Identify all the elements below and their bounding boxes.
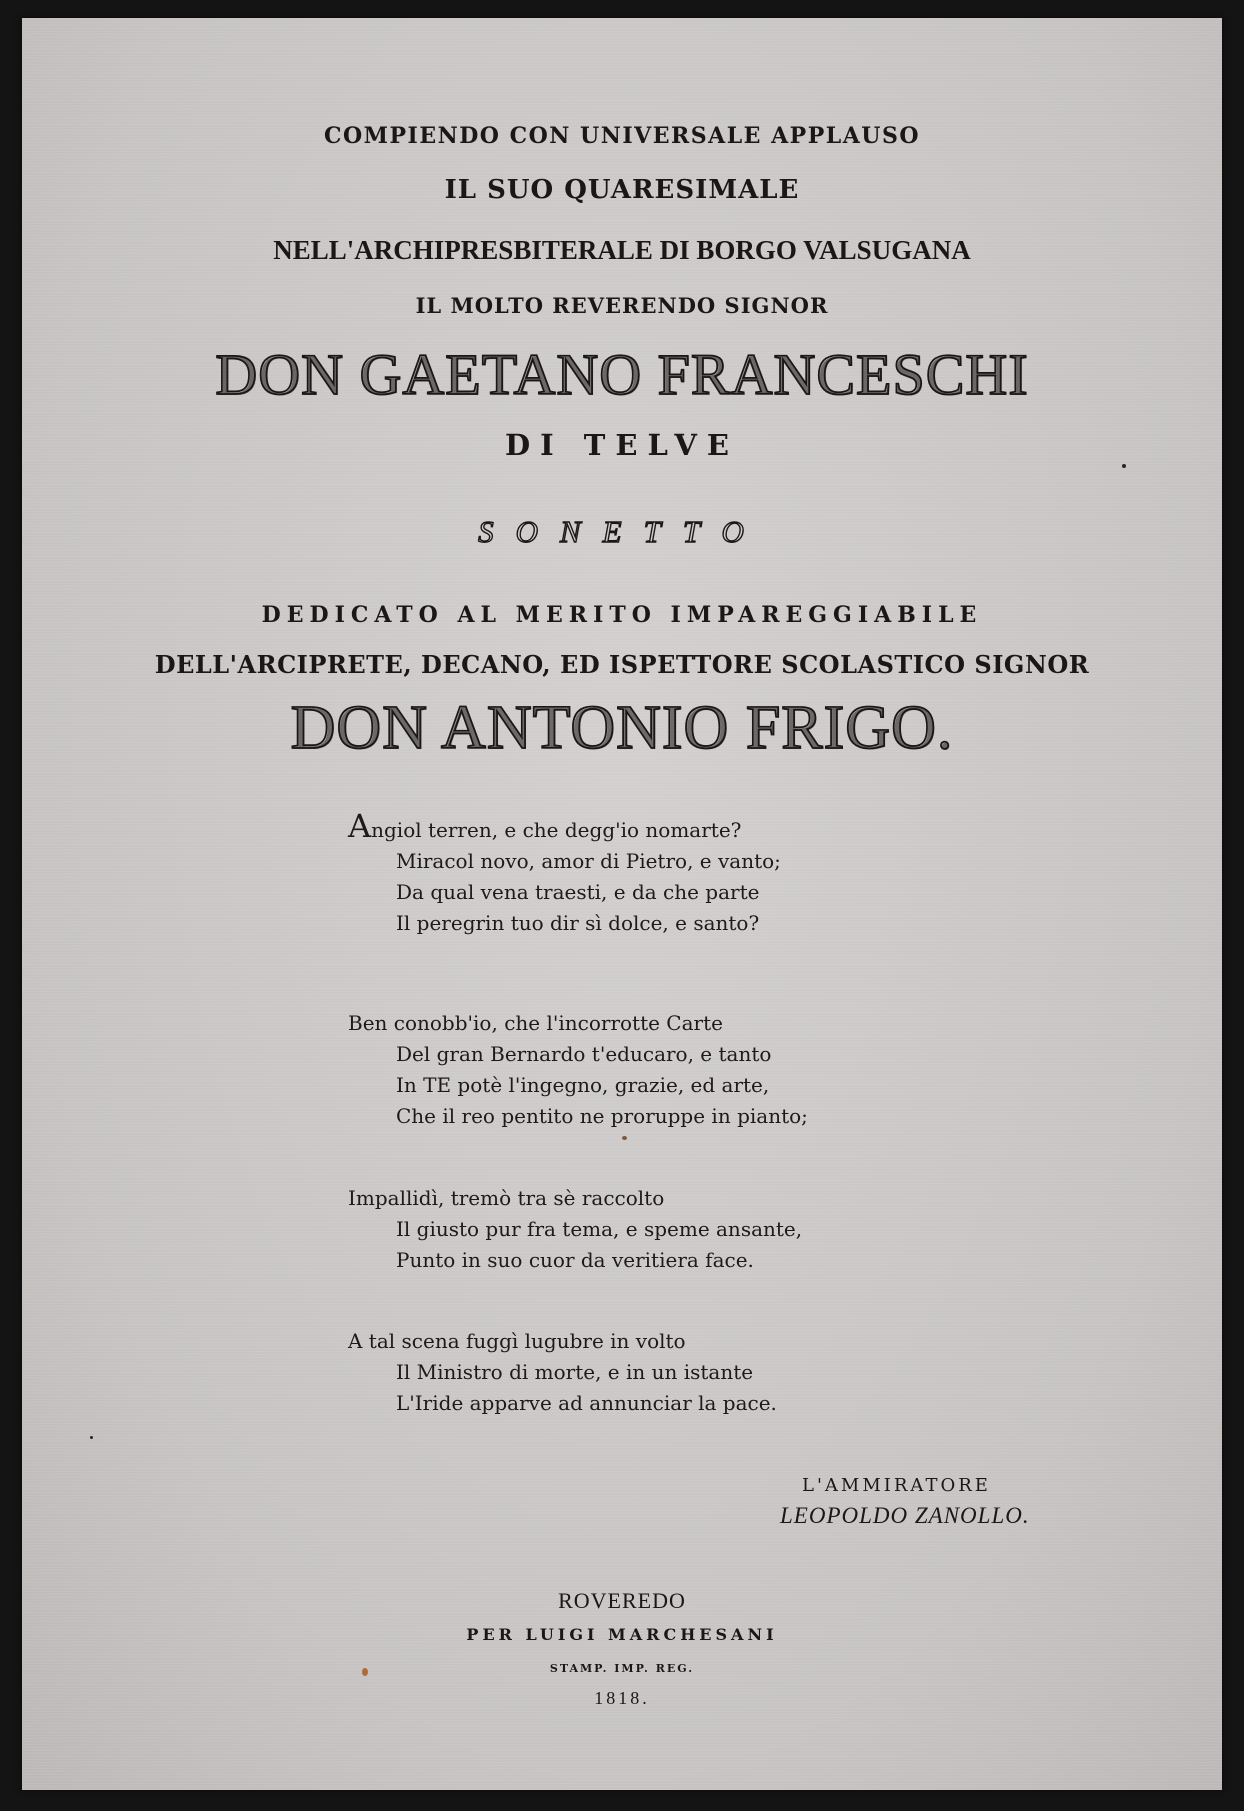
poem-line: In TE potè l'ingegno, grazie, ed arte,	[396, 1073, 770, 1097]
paper-speck	[1122, 464, 1126, 468]
poem-line: Miracol novo, amor di Pietro, e vanto;	[396, 849, 781, 873]
drop-initial: A	[348, 807, 372, 845]
poem-line	[348, 807, 781, 846]
stanza-2	[348, 1008, 808, 1132]
dedication-line-1: DEDICATO AL MERITO IMPAREGGIABILE	[261, 602, 983, 628]
header-line-2: IL SUO QUARESIMALE	[444, 175, 800, 205]
imprint-title: STAMP. IMP. REG.	[549, 1662, 695, 1675]
poem-line: Impallidì, tremò tra sè raccolto	[348, 1186, 665, 1210]
imprint-printer: PER LUIGI MARCHESANI	[466, 1625, 778, 1644]
poem-line: Ben conobb'io, che l'incorrotte Carte	[348, 1011, 723, 1035]
poem-line: Del gran Bernardo t'educaro, e tanto	[396, 1042, 772, 1066]
stanza-3	[348, 1183, 802, 1276]
paper-speck	[90, 1436, 93, 1439]
broadside-sheet	[22, 18, 1222, 1790]
paper-speck	[362, 1668, 368, 1676]
header-line-1: COMPIENDO CON UNIVERSALE APPLAUSO	[323, 123, 921, 149]
poem-line: A tal scena fuggì lugubre in volto	[348, 1329, 686, 1353]
signature-name: LEOPOLDO ZANOLLO.	[780, 1503, 1030, 1528]
dedication-line-2: DELL'ARCIPRETE, DECANO, ED ISPETTORE SCOLASTICO SIGNOR	[154, 650, 1090, 679]
poem-line: Il giusto pur fra tema, e speme ansante,	[396, 1217, 803, 1241]
poem-line: L'Iride apparve ad annunciar la pace.	[396, 1391, 777, 1415]
poem-line: Da qual vena traesti, e da che parte	[396, 880, 760, 904]
imprint-year: 1818.	[594, 1688, 650, 1708]
poem-line-text: ngiol terren, e che degg'io nomarte?	[371, 818, 742, 842]
paper-speck	[622, 1136, 627, 1140]
dedicatee-name: DON ANTONIO FRIGO.	[290, 694, 954, 762]
header-line-4: IL MOLTO REVERENDO SIGNOR	[415, 293, 829, 318]
poem-line: Punto in suo cuor da veritiera face.	[396, 1248, 754, 1272]
genre-title: SONETTO	[478, 514, 766, 549]
honoree-origin: DI TELVE	[504, 428, 740, 462]
poem-line: Il Ministro di morte, e in un istante	[396, 1360, 754, 1384]
stanza-4	[348, 1326, 777, 1419]
poem-line: Il peregrin tuo dir sì dolce, e santo?	[396, 911, 760, 935]
header-line-3: NELL'ARCHIPRESBITERALE DI BORGO VALSUGANA	[273, 235, 971, 265]
honoree-name: DON GAETANO FRANCESCHI	[215, 342, 1029, 407]
poem-line: Che il reo pentito ne proruppe in pianto;	[396, 1104, 808, 1128]
signature-title: L'AMMIRATORE	[802, 1475, 991, 1496]
imprint-city: ROVEREDO	[558, 1588, 686, 1613]
stanza-1	[348, 807, 781, 939]
